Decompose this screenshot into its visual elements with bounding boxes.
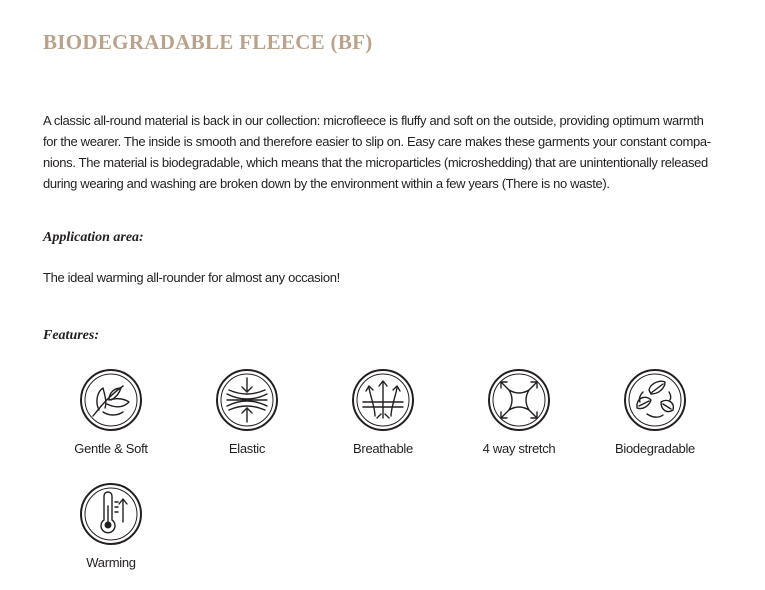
features-heading: Features:: [43, 328, 99, 343]
feature-elastic: [179, 368, 315, 456]
feature-breathable: [315, 368, 451, 456]
feather-icon: [79, 368, 143, 432]
feature-gentle-soft: [43, 368, 179, 456]
application-heading: Application area:: [43, 230, 144, 245]
feature-warming: [43, 482, 179, 570]
feature-biodegradable: [587, 368, 723, 456]
feature-label: Warming: [86, 555, 136, 570]
leaves-icon: [623, 368, 687, 432]
feature-label: Biodegradable: [615, 441, 695, 456]
application-text: The ideal warming all-rounder for almost any occasion!: [43, 270, 340, 285]
feature-label: Gentle & Soft: [74, 441, 148, 456]
stretch-icon: [487, 368, 551, 432]
intro-line: for the wearer. The inside is smooth and therefore easier to slip on. Easy care makes these garments your constant compa-: [43, 134, 711, 149]
intro-line: A classic all-round material is back in our collection: microfleece is fluffy and soft on the outside, providing optimum warmth: [43, 113, 704, 128]
feature-label: Breathable: [353, 441, 413, 456]
feature-label: Elastic: [228, 441, 266, 456]
breathable-icon: [351, 368, 415, 432]
thermometer-icon: [79, 482, 143, 546]
elastic-icon: [215, 368, 279, 432]
feature-4-way-stretch: [451, 368, 587, 456]
intro-paragraph: [43, 110, 733, 194]
feature-label: 4 way stretch: [482, 441, 556, 456]
page-title: BIODEGRADABLE FLEECE (BF): [43, 30, 373, 54]
intro-line: during wearing and washing are broken down by the environment within a few years (There is no waste).: [43, 176, 610, 191]
intro-line: nions. The material is biodegradable, which means that the microparticles (microshedding) that are unintentionally released: [43, 155, 708, 170]
